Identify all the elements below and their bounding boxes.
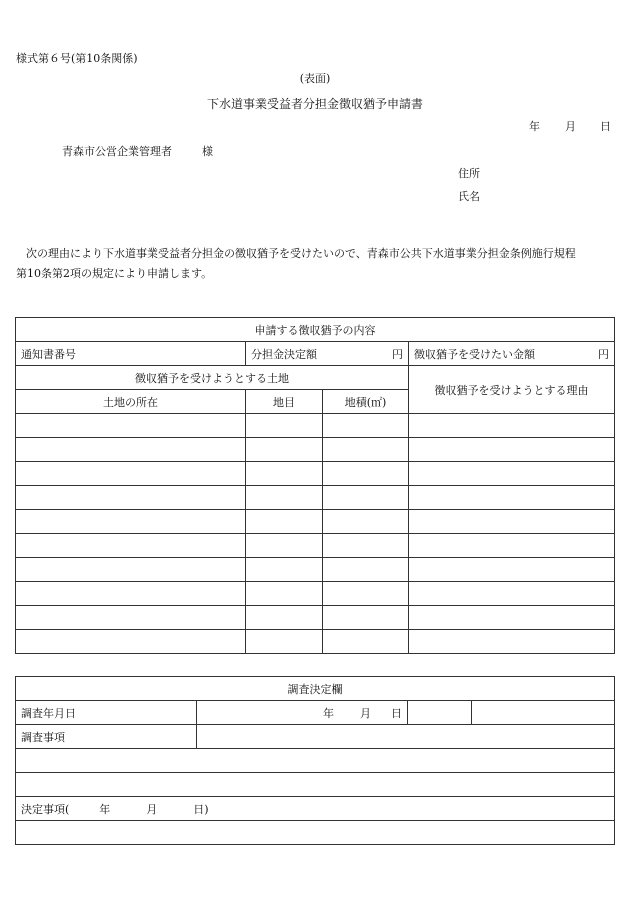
land-area-cell[interactable] [323, 510, 409, 534]
land-location-cell[interactable] [16, 534, 246, 558]
land-category-cell[interactable] [246, 486, 323, 510]
col-category: 地目 [246, 390, 323, 414]
reason-cell[interactable] [409, 630, 615, 654]
survey-month-label: 月 [360, 706, 371, 720]
reason-heading: 徴収猶予を受けようとする理由 [409, 366, 615, 414]
land-area-cell[interactable] [323, 558, 409, 582]
table-row [16, 438, 615, 462]
address-label: 住所 [458, 167, 480, 180]
land-category-cell[interactable] [246, 582, 323, 606]
decision-year-label: 年 [99, 802, 111, 816]
land-area-cell[interactable] [323, 486, 409, 510]
table-row [16, 510, 615, 534]
table-row [16, 486, 615, 510]
application-table [15, 317, 615, 654]
name-label: 氏名 [458, 190, 480, 203]
land-location-cell[interactable] [16, 414, 246, 438]
land-category-cell[interactable] [246, 462, 323, 486]
decision-month-label: 月 [146, 802, 158, 816]
table-row [16, 582, 615, 606]
reason-cell[interactable] [409, 582, 615, 606]
date-month-label: 月 [565, 120, 576, 133]
col-location: 土地の所在 [16, 390, 246, 414]
table-row [16, 630, 615, 654]
land-area-cell[interactable] [323, 630, 409, 654]
decision-items-label: 決定事項( [21, 802, 70, 816]
survey-extra-cell-2[interactable] [472, 701, 615, 725]
land-area-cell[interactable] [323, 606, 409, 630]
land-heading: 徴収猶予を受けようとする土地 [16, 366, 409, 390]
form-number: 様式第６号(第10条関係) [16, 52, 138, 65]
land-location-cell[interactable] [16, 462, 246, 486]
survey-date-label: 調査年月日 [16, 701, 197, 725]
survey-blank-row[interactable] [16, 749, 615, 773]
survey-table-heading: 調査決定欄 [16, 677, 615, 701]
date-year-label: 年 [529, 120, 540, 133]
land-location-cell[interactable] [16, 606, 246, 630]
decision-content-row[interactable] [16, 821, 615, 845]
reason-cell[interactable] [409, 558, 615, 582]
land-location-cell[interactable] [16, 438, 246, 462]
land-area-cell[interactable] [323, 438, 409, 462]
land-category-cell[interactable] [246, 534, 323, 558]
land-area-cell[interactable] [323, 534, 409, 558]
decided-amount-cell[interactable] [246, 342, 409, 366]
application-table-heading: 申請する徴収猶予の内容 [16, 318, 615, 342]
table-row [16, 414, 615, 438]
table-row [16, 558, 615, 582]
survey-items-cell[interactable] [197, 725, 615, 749]
requested-amount-cell[interactable] [409, 342, 615, 366]
survey-date-cell[interactable] [197, 701, 408, 725]
reason-cell[interactable] [409, 510, 615, 534]
decision-day-label: 日) [193, 802, 209, 816]
land-location-cell[interactable] [16, 558, 246, 582]
survey-day-label: 日 [391, 706, 402, 720]
survey-blank-row[interactable] [16, 773, 615, 797]
honorific: 様 [202, 145, 213, 158]
survey-year-label: 年 [323, 706, 334, 720]
form-title: 下水道事業受益者分担金徴収猶予申請書 [206, 97, 423, 111]
land-area-cell[interactable] [323, 462, 409, 486]
table-row [16, 462, 615, 486]
reason-cell[interactable] [409, 462, 615, 486]
body-text-line-2: 第10条第2項の規定により申請します。 [16, 267, 213, 280]
survey-items-label: 調査事項 [16, 725, 197, 749]
reason-cell[interactable] [409, 534, 615, 558]
land-category-cell[interactable] [246, 438, 323, 462]
survey-extra-cell-1[interactable] [408, 701, 472, 725]
survey-decision-table [15, 676, 615, 845]
reason-cell[interactable] [409, 414, 615, 438]
land-area-cell[interactable] [323, 414, 409, 438]
table-row [16, 606, 615, 630]
reason-cell[interactable] [409, 606, 615, 630]
body-text-line-1: 次の理由により下水道事業受益者分担金の徴収猶予を受けたいので、青森市公共下水道事業分担金条例施行規程 [26, 247, 576, 260]
land-location-cell[interactable] [16, 630, 246, 654]
date-day-label: 日 [600, 120, 611, 133]
reason-cell[interactable] [409, 438, 615, 462]
notice-number-label: 通知書番号 [16, 342, 246, 366]
land-category-cell[interactable] [246, 558, 323, 582]
side-label: (表面) [299, 72, 331, 85]
requested-amount-yen: 円 [598, 347, 609, 361]
reason-cell[interactable] [409, 486, 615, 510]
land-category-cell[interactable] [246, 510, 323, 534]
land-area-cell[interactable] [323, 582, 409, 606]
addressee: 青森市公営企業管理者 [62, 145, 172, 158]
decided-amount-label: 分担金決定額 [251, 347, 317, 361]
land-location-cell[interactable] [16, 510, 246, 534]
land-category-cell[interactable] [246, 606, 323, 630]
decided-amount-yen: 円 [392, 347, 403, 361]
decision-items-row[interactable] [16, 797, 615, 821]
land-location-cell[interactable] [16, 582, 246, 606]
land-category-cell[interactable] [246, 414, 323, 438]
table-row [16, 534, 615, 558]
requested-amount-label: 徴収猶予を受けたい金額 [414, 347, 535, 361]
land-location-cell[interactable] [16, 486, 246, 510]
land-category-cell[interactable] [246, 630, 323, 654]
col-area: 地積(㎡) [323, 390, 409, 414]
